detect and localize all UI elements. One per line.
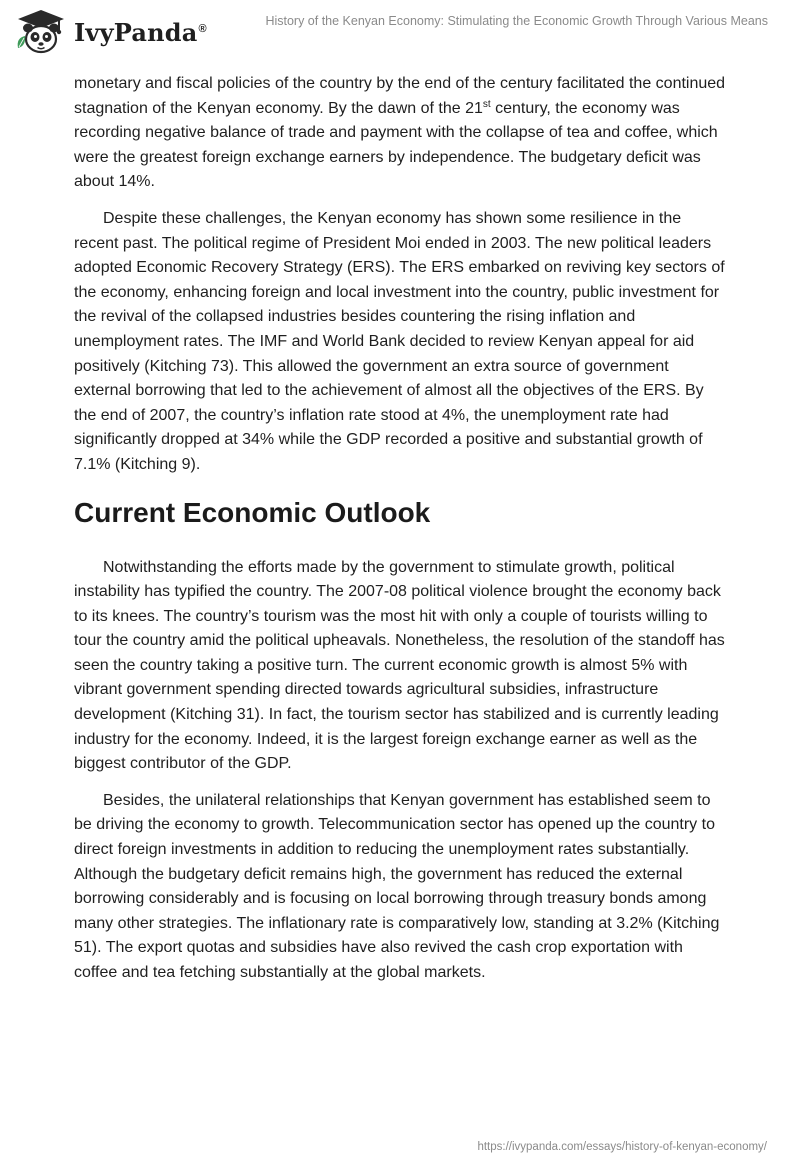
logo-text: IvyPanda: [74, 17, 198, 47]
page-header: [0, 0, 800, 64]
ivypanda-logo[interactable]: [14, 8, 207, 56]
paragraph-1-text-b: century, the economy was recording negative balance of trade and payment with the collapse of tea and coffee, which were the greatest foreign exchange earners by independence. The budgetary deficit was about 14%.: [74, 99, 718, 191]
paragraph-4: Besides, the unilateral relationships that Kenyan government has established seem to be driving the economy to growth. Telecommunication sector has opened up the country to direct foreign investments in addition to reducing the unemployment rates substantially. Although the budgetary deficit remains high, the government has reduced the external borrowing considerably and is focusing on local borrowing through treasury bonds among many other strategies. The inflationary rate is comparatively low, standing at 3.2% (Kitching 51). The export quotas and subsidies have also revived the cash crop exportation with coffee and tea fetching substantially at the global markets.: [74, 791, 720, 981]
document-title: History of the Kenyan Economy: Stimulating the Economic Growth Through Various Means: [265, 14, 768, 28]
paragraph-3: Notwithstanding the efforts made by the government to stimulate growth, political instability has typified the country. The 2007-08 political violence brought the economy back to its knees. The country’s tourism was the most hit with only a couple of tourists willing to tour the country amid the political upheavals. Nonetheless, the resolution of the standoff has seen the country taking a positive turn. The current economic growth is almost 5% with vibrant government spending directed towards agricultural subsidies, infrastructure development (Kitching 31). In fact, the tourism sector has stabilized and is currently leading industry for the economy. Indeed, it is the largest foreign exchange earner as well as the biggest contributor of the GDP.: [74, 558, 725, 773]
logo-wordmark: [74, 18, 207, 47]
panda-graduate-icon: [14, 8, 68, 56]
essay-content: [74, 72, 730, 998]
registered-mark: ®: [198, 22, 207, 35]
source-url[interactable]: https://ivypanda.com/essays/history-of-kenyan-economy/: [477, 1141, 767, 1153]
paragraph-1-text-a: monetary and fiscal policies of the country by the end of the century facilitated the continued stagnation of the Kenyan economy. By the dawn of the 21: [74, 75, 726, 117]
section-heading: Current Economic Outlook: [74, 496, 431, 528]
paragraph-2: Despite these challenges, the Kenyan economy has shown some resilience in the recent past. The political regime of President Moi ended in 2003. The new political leaders adopted Economic Recovery Strategy (ERS). The ERS embarked on reviving key sectors of the economy, enhancing foreign and local investment into the country, public investment for the revival of the collapsed industries besides countering the rising inflation and unemployment rates. The IMF and World Bank decided to review Kenyan appeal for aid positively (Kitching 73). This allowed the government an extra source of government external borrowing that led to the achievement of almost all the objectives of the ERS. By the end of 2007, the country’s inflation rate stood at 4%, the unemployment rate had significantly dropped at 34% while the GDP recorded a positive and substantial growth of 7.1% (Kitching 9).: [74, 209, 725, 473]
paragraph-1: [74, 72, 730, 195]
ordinal-suffix: st: [482, 98, 491, 110]
